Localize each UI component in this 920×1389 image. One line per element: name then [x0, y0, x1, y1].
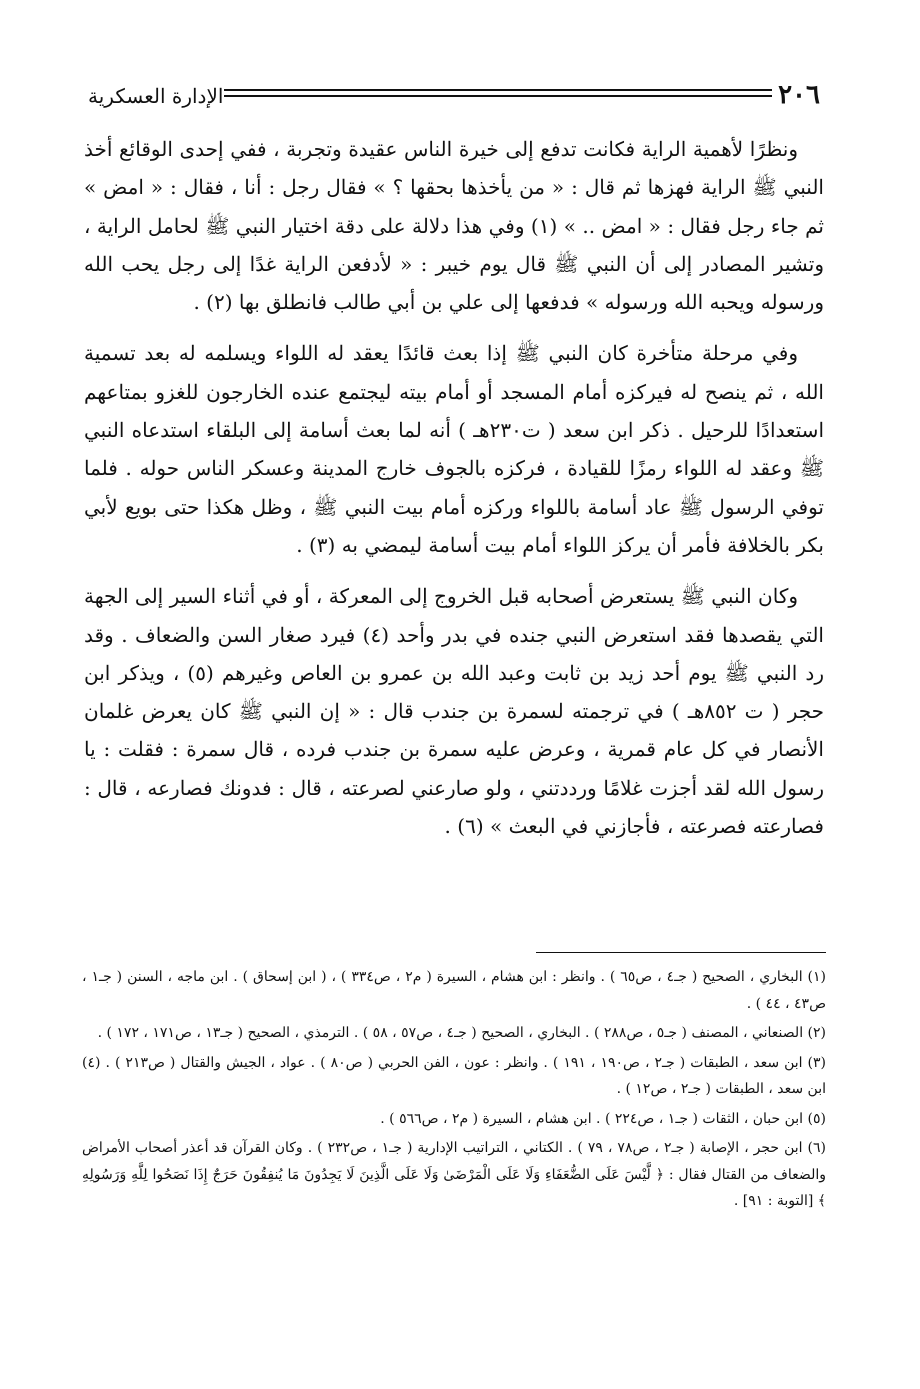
page-number: ٢٠٦: [778, 80, 820, 110]
paragraph: وكان النبي ﷺ يستعرض أصحابه قبل الخروج إلى المعركة ، أو في أثناء السير إلى الجهة التي يقصدها فقد استعرض النبي جنده في بدر وأحد (٤) فيرد صغار السن والضعاف . وقد رد النبي ﷺ يوم أحد زيد بن ثابت وعبد الله بن عمرو بن العاص وغيرهم (٥) ، ويذكر ابن حجر ( ت ٨٥٢هـ ) في ترجمته لسمرة بن جندب قال : « إن النبي ﷺ كان يعرض غلمان الأنصار في كل عام قمرية ، وعرض عليه سمرة بن جندب فرده ، قال سمرة : فقلت : يا رسول الله لقد أجزت غلامًا ورددتني ، ولو صارعني لصرعته ، قال : فدونك فصارعه ، قال : فصارعته فصرعته ، فأجازني في البعث » (٦) .: [84, 584, 824, 839]
footnote: (٢) الصنعاني ، المصنف ( جـ٥ ، ص٢٨٨ ) . البخاري ، الصحيح ( جـ٤ ، ص٥٧ ، ٥٨ ) . الترمذي ، الصحيح ( جـ١٣ ، ص١٧١ ، ١٧٢ ) .: [97, 1025, 826, 1041]
running-title: الإدارة العسكرية: [88, 84, 224, 108]
header-rule: [224, 89, 772, 97]
footnotes: [82, 964, 826, 1218]
page-header: [88, 80, 820, 112]
paragraph: ونظرًا لأهمية الراية فكانت تدفع إلى خيرة الناس عقيدة وتجربة ، ففي إحدى الوقائع أخذ النبي ﷺ الراية فهزها ثم قال : « من يأخذها بحقها ؟ » فقال رجل : أنا ، فقال : « امض » ثم جاء رجل فقال : « امض .. » (١) وفي هذا دلالة على دقة اختيار النبي ﷺ لحامل الراية ، وتشير المصادر إلى أن النبي ﷺ قال يوم خيبر : « لأدفعن الراية غدًا إلى رجل يحب الله ورسوله ويحبه الله ورسوله » فدفعها إلى علي بن أبي طالب فانطلق بها (٢) .: [84, 137, 824, 315]
footnote: (٣) ابن سعد ، الطبقات ( جـ٢ ، ص١٩٠ ، ١٩١ ) . وانظر : عون ، الفن الحربي ( ص٨٠ ) . عواد ، الجيش والقتال ( ص٢١٣ ) . (٤) ابن سعد ، الطبقات ( جـ٢ ، ص١٢ ) .: [82, 1054, 826, 1097]
footnote: (٦) ابن حجر ، الإصابة ( جـ٢ ، ص٧٨ ، ٧٩ ) . الكتاني ، التراتيب الإدارية ( جـ١ ، ص٢٣٢ ) . وكان القرآن قد أعذر أصحاب الأمراض والضعاف من القتال فقال : ﴿ لَّيْسَ عَلَى الضُّعَفَاءِ وَلَا عَلَى الْمَرْضَىٰ وَلَا عَلَى الَّذِينَ لَا يَجِدُونَ مَا يُنفِقُونَ حَرَجٌ إِذَا نَصَحُوا لِلَّهِ وَرَسُولِهِ ﴾ [التوبة : ٩١] .: [82, 1140, 826, 1209]
footnote: (١) البخاري ، الصحيح ( جـ٤ ، ص٦٥ ) . وانظر : ابن هشام ، السيرة ( م٢ ، ص٣٣٤ ) ، ( ابن إسحاق ) . ابن ماجه ، السنن ( جـ١ ، ص٤٣ ، ٤٤ ) .: [82, 969, 826, 1012]
footnote-divider: [536, 952, 826, 953]
main-text: [84, 130, 824, 858]
paragraph: وفي مرحلة متأخرة كان النبي ﷺ إذا بعث قائدًا يعقد له اللواء ويسلمه له بعد تسمية الله ، ثم ينصح له فيركزه أمام المسجد أو أمام بيته ليجتمع عنده الخارجون للغزو بمتاعهم استعدادًا للرحيل . ذكر ابن سعد ( ت٢٣٠هـ ) أنه لما بعث أسامة إلى البلقاء استدعاه النبي ﷺ وعقد له اللواء رمزًا للقيادة ، فركزه بالجوف خارج المدينة وعسكر الناس حوله . فلما توفي الرسول ﷺ عاد أسامة باللواء وركزه أمام بيت النبي ﷺ ، وظل هكذا حتى بويع لأبي بكر بالخلافة فأمر أن يركز اللواء أمام بيت أسامة ليمضي به (٣) .: [84, 341, 824, 557]
footnote: (٥) ابن حبان ، الثقات ( جـ١ ، ص٢٢٤ ) . ابن هشام ، السيرة ( م٢ ، ص٥٦٦ ) .: [380, 1110, 826, 1127]
